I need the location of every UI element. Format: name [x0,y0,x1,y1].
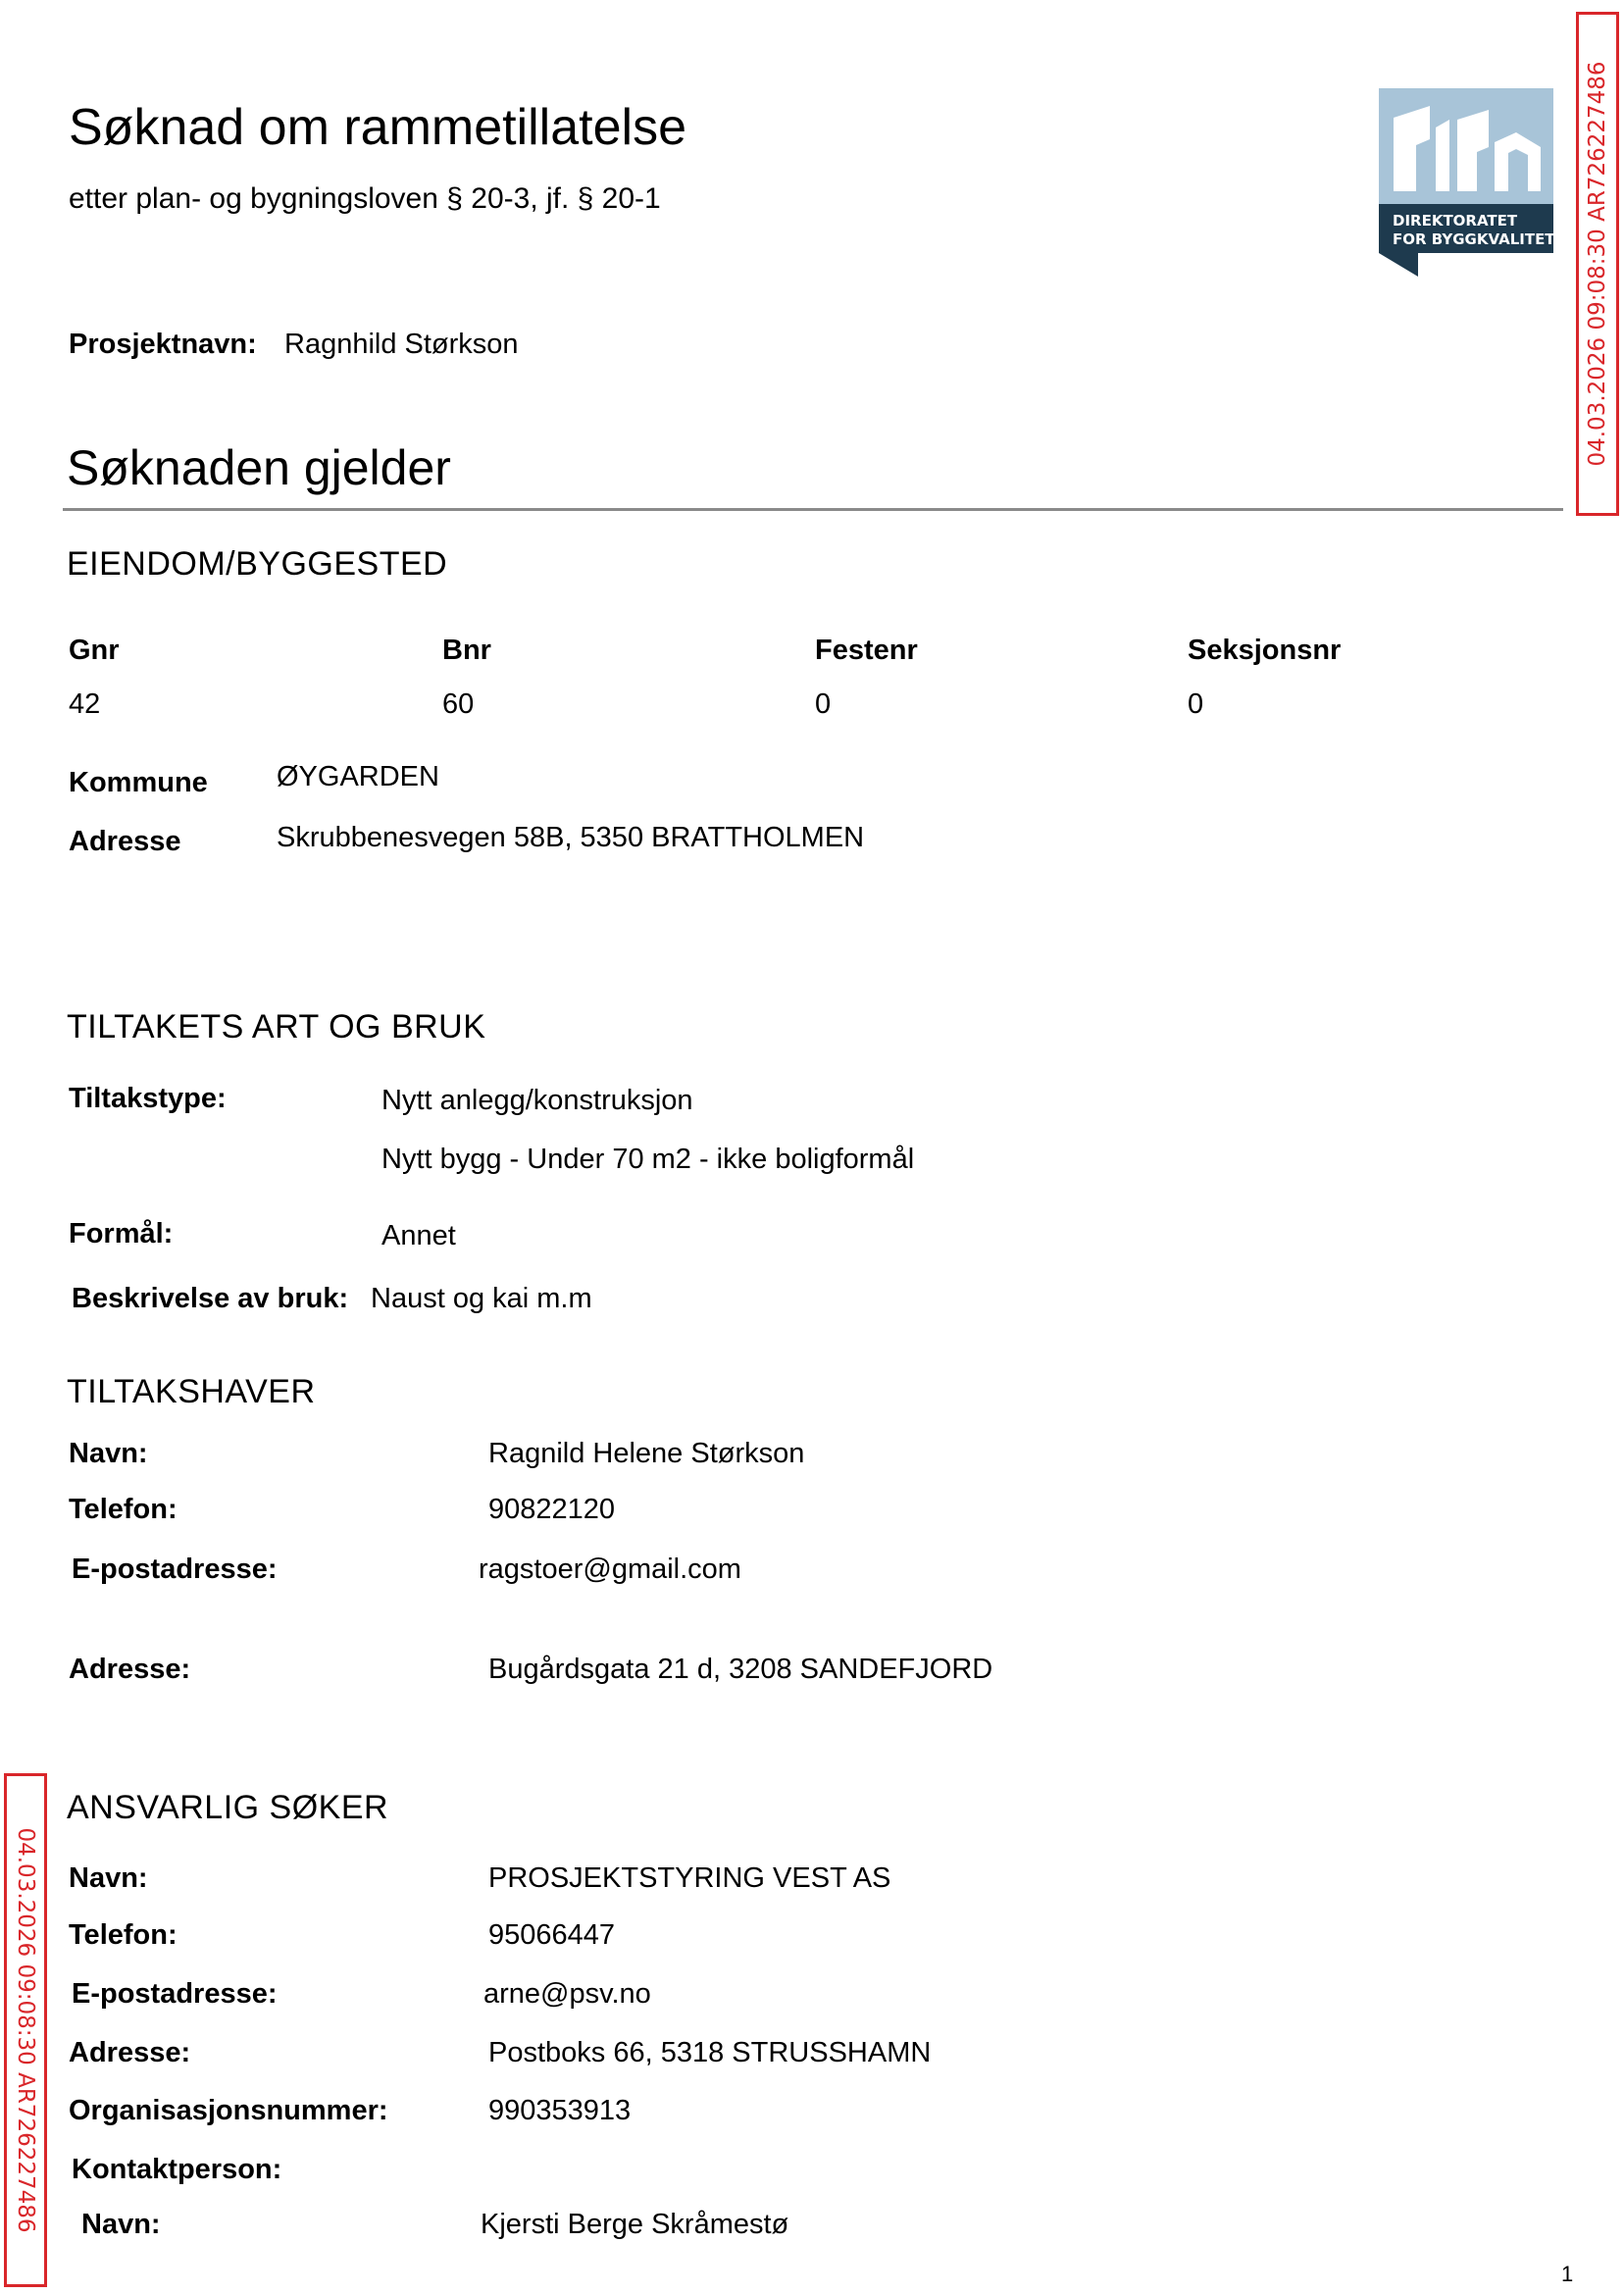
bruk-value: Naust og kai m.m [371,1283,592,1314]
logo-text-line1: DIREKTORATET [1393,212,1518,229]
tiltakshaver-navn-label: Navn: [69,1438,148,1469]
tiltakshaver-telefon-value: 90822120 [488,1494,616,1525]
project-name-label: Prosjektnavn: [69,329,257,360]
project-name-value: Ragnhild Størkson [284,329,519,360]
dibk-logo-graphic [1379,88,1553,277]
kontaktperson-navn-value: Kjersti Berge Skråmestø [481,2209,789,2240]
bnr-value: 60 [442,688,475,720]
seksjonsnr-label: Seksjonsnr [1188,635,1342,666]
tiltakshaver-epost-value: ragstoer@gmail.com [479,1554,741,1585]
tiltakstype-value-2: Nytt bygg - Under 70 m2 - ikke boligformål [381,1144,915,1175]
tiltakshaver-adresse-value: Bugårdsgata 21 d, 3208 SANDEFJORD [488,1654,993,1685]
bruk-label: Beskrivelse av bruk: [72,1283,349,1314]
adresse-label: Adresse [69,826,181,857]
adresse-value: Skrubbenesvegen 58B, 5350 BRATTHOLMEN [277,822,865,853]
tiltakshaver-epost-label: E-postadresse: [72,1554,278,1585]
formal-value: Annet [381,1220,456,1251]
gnr-value: 42 [69,688,101,720]
tiltakstype-value-1: Nytt anlegg/konstruksjon [381,1085,693,1116]
formal-label: Formål: [69,1218,174,1249]
eiendom-heading: EIENDOM/BYGGESTED [67,545,448,583]
ansvarlig-navn-label: Navn: [69,1862,148,1894]
page-number: 1 [1561,2262,1574,2286]
festenr-label: Festenr [815,635,918,666]
ansvarlig-adresse-label: Adresse: [69,2037,191,2068]
seksjonsnr-value: 0 [1188,688,1204,720]
ansvarlig-epost-value: arne@psv.no [483,1978,651,2010]
ansvarlig-adresse-value: Postboks 66, 5318 STRUSSHAMN [488,2037,932,2068]
kommune-value: ØYGARDEN [277,761,439,792]
kontaktperson-label: Kontaktperson: [72,2154,282,2185]
bnr-label: Bnr [442,635,491,666]
ansvarlig-telefon-label: Telefon: [69,1919,178,1951]
kontaktperson-navn-label: Navn: [81,2209,161,2240]
timestamp-stamp-bottom-text: 04.03.2026 09:08:30 AR726227486 [13,1827,38,2233]
section-divider [63,508,1563,511]
ansvarlig-epost-label: E-postadresse: [72,1978,278,2010]
tiltakshaver-heading: TILTAKSHAVER [67,1373,316,1410]
tiltakshaver-telefon-label: Telefon: [69,1494,178,1525]
timestamp-stamp-bottom [4,1773,47,2287]
section-title: Søknaden gjelder [67,440,451,495]
timestamp-stamp-top [1576,12,1619,516]
tiltakstype-label: Tiltakstype: [69,1083,227,1114]
festenr-value: 0 [815,688,832,720]
document-subtitle: etter plan- og bygningsloven § 20-3, jf. § 20-1 [69,182,661,215]
logo-text-line2: FOR BYGGKVALITET [1393,230,1555,248]
timestamp-stamp-top-text: 04.03.2026 09:08:30 AR726227486 [1585,61,1610,467]
organisasjonsnummer-label: Organisasjonsnummer: [69,2095,388,2126]
gnr-label: Gnr [69,635,120,666]
ansvarlig-heading: ANSVARLIG SØKER [67,1789,389,1826]
organisasjonsnummer-value: 990353913 [488,2095,632,2126]
tiltak-heading: TILTAKETS ART OG BRUK [67,1008,486,1045]
ansvarlig-navn-value: PROSJEKTSTYRING VEST AS [488,1862,891,1894]
tiltakshaver-navn-value: Ragnild Helene Størkson [488,1438,805,1469]
tiltakshaver-adresse-label: Adresse: [69,1654,191,1685]
dibk-logo [1379,88,1553,277]
document-title: Søknad om rammetillatelse [69,99,686,156]
kommune-label: Kommune [69,767,208,798]
ansvarlig-telefon-value: 95066447 [488,1919,616,1951]
